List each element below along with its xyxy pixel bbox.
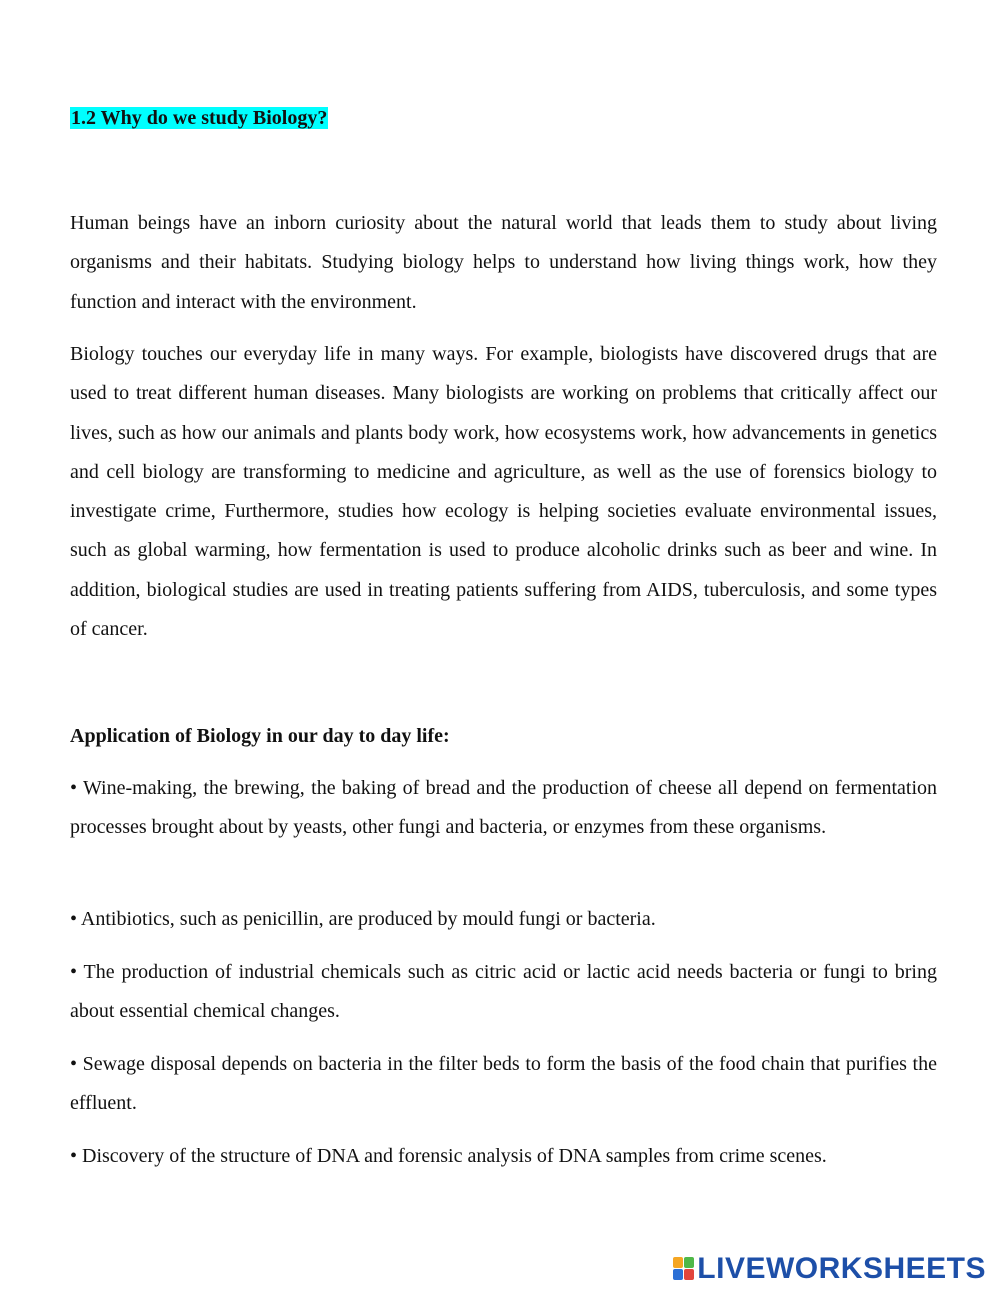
- liveworksheets-logo[interactable]: [673, 1253, 986, 1285]
- bullet-item-industrial-chemicals: • The production of industrial chemicals such as citric acid or lactic acid needs bacteria or fungi to bring about essential chemical changes.: [70, 961, 937, 1023]
- bullet-item-antibiotics: • Antibiotics, such as penicillin, are produced by mould fungi or bacteria.: [70, 908, 656, 930]
- bullet-item-dna: • Discovery of the structure of DNA and forensic analysis of DNA samples from crime scenes.: [70, 1145, 827, 1167]
- section-heading-text: 1.2 Why do we study Biology?: [71, 107, 328, 129]
- applications-heading: Application of Biology in our day to day life:: [70, 725, 450, 747]
- intro-paragraph: Human beings have an inborn curiosity about the natural world that leads them to study about living organisms and their habitats. Studying biology helps to understand how living things work, how they function and interact with the environment.: [70, 212, 937, 313]
- bullet-item-sewage-disposal: • Sewage disposal depends on bacteria in the filter beds to form the basis of the food chain that purifies the effluent.: [70, 1053, 937, 1115]
- everyday-life-paragraph: Biology touches our everyday life in many ways. For example, biologists have discovered drugs that are used to treat different human diseases. Many biologists are working on problems that critically affect our lives, such as how our animals and plants body work, how ecosystems work, how advancements in genetics and cell biology are transforming to medicine and agriculture, as well as the use of forensics biology to investigate crime, Furthermore, studies how ecology is helping societies evaluate environmental issues, such as global warming, how fermentation is used to produce alcoholic drinks such as beer and wine. In addition, biological studies are used in treating patients suffering from AIDS, tuberculosis, and some types of cancer.: [70, 343, 937, 641]
- liveworksheets-logo-text: LIVEWORKSHEETS: [697, 1252, 986, 1285]
- section-heading: [70, 104, 328, 132]
- liveworksheets-logo-icon: [673, 1257, 695, 1281]
- bullet-item-fermentation: • Wine-making, the brewing, the baking of bread and the production of cheese all depend on fermentation processes brought about by yeasts, other fungi and bacteria, or enzymes from these organisms.: [70, 777, 937, 839]
